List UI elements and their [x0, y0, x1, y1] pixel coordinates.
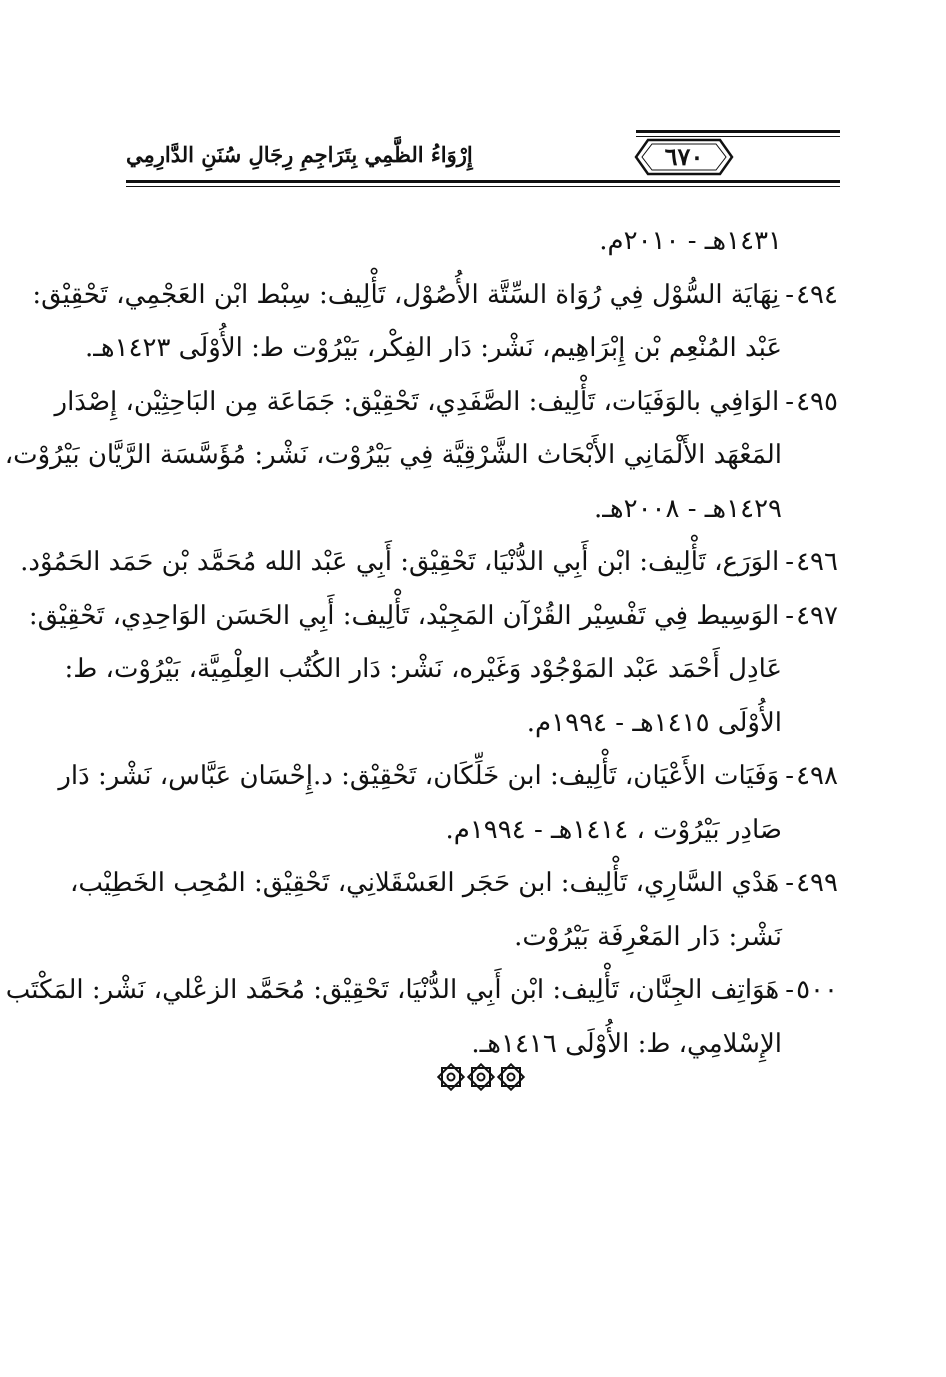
entry-text: الوَافِي بالوَفَيَات، تَأْلِيف: الصَّفَدِي، تَحْقِيْق: جَمَاعَة مِن البَاحِثِيْن، إِصْدَار — [54, 386, 780, 417]
entry-text: هَدْي السَّارِي، تَأْلِيف: ابن حَجَر العَسْقَلانِي، تَحْقِيْق: المُحِب الخَطِيْب، — [69, 868, 780, 898]
entry-continuation-line — [128, 911, 838, 965]
entry-text: الوَرَع، تَأْلِيف: ابْن أَبِي الدُّنْيَا، تَحْقِيْق: أَبِي عَبْد الله مُحَمَّد بْن حَمَد الحَمُوْد. — [20, 547, 780, 577]
entry-text: هَوَاتِف الجِنَّان، تَأْلِيف: ابْن أَبِي الدُّنْيَا، تَحْقِيْق: مُحَمَّد الزعْلي، نَشْر: المَكْتَب — [5, 975, 780, 1005]
entry-continuation-line — [4, 429, 838, 483]
entry-first-line — [28, 590, 838, 644]
entry-first-line — [69, 857, 838, 911]
entry-dash: - — [785, 547, 794, 577]
entry-dash: - — [785, 279, 794, 310]
entry-continuation-line — [64, 643, 838, 697]
entry-text: ١٤٢٩هـ - ٢٠٠٨هـ. — [594, 493, 782, 524]
page-header — [126, 124, 840, 188]
entry-text: عَبْد المُنْعِم بْن إِبْرَاهِيم، نَشْر: دَار الفِكْر، بَيْرُوْت ط: الأُوْلَى ١٤٢٣هـ. — [84, 333, 782, 363]
running-title — [126, 142, 626, 167]
page-number-badge — [634, 136, 734, 178]
entry-text: الإِسْلامِي، ط: الأُوْلَى ١٤١٦هـ. — [471, 1028, 782, 1059]
entry-text: صَادِر بَيْرُوْت ، ١٤١٤هـ - ١٩٩٤م. — [445, 814, 782, 845]
entry-dash: - — [785, 868, 794, 898]
entry-number: ٤٩٦ — [796, 547, 838, 577]
entry-first-line — [54, 376, 838, 430]
entry-dash: - — [785, 975, 794, 1005]
bibliography-list — [4, 215, 838, 1071]
star-ornament-icon — [436, 1063, 526, 1091]
running-title-text: إِرْوَاءُ الظَّمِي بِتَرَاجِمِ رِجَالِ سُنَنِ الدَّارِمِي — [126, 142, 473, 167]
entry-number: ٤٩٩ — [796, 868, 838, 898]
entry-first-line — [32, 269, 838, 323]
entry-number: ٤٩٥ — [796, 386, 838, 417]
entry-number: ٤٩٤ — [796, 279, 838, 310]
entry-dash: - — [785, 386, 794, 417]
continuation-line: ١٤٣١هـ - ٢٠١٠م. — [599, 226, 782, 256]
header-rule-bottom — [126, 180, 840, 183]
entry-text: وَفَيَات الأَعْيَان، تَأْلِيف: ابن خَلِّكَان، تَحْقِيْق: د.إِحْسَان عَبَّاس، نَشْر: دَار — [58, 761, 780, 791]
entry-continuation-line — [128, 804, 838, 858]
entry-text: الأُوْلَى ١٤١٥هـ - ١٩٩٤م. — [526, 707, 782, 738]
header-rule-top — [636, 130, 840, 133]
header-rule-bottom-thin — [126, 186, 840, 187]
entry-text: المَعْهَد الأَلْمَانِي الأَبْحَاث الشَّرْقِيَّة فِي بَيْرُوْت، نَشْر: مُؤَسَّسَة الرَّيَّان بَيْرُوْت، — [4, 440, 782, 470]
entry-continuation-line — [128, 697, 838, 751]
entry-text: عَادِل أَحْمَد عَبْد المَوْجُوْد وَغَيْره، نَشْر: دَار الكُتُب العِلْمِيَّة، بَيْرُوْت، ط: — [64, 654, 782, 684]
entry-dash: - — [785, 761, 794, 791]
entry-continuation-line — [128, 483, 838, 537]
entry-text: الوَسِيط فِي تَفْسِيْر القُرْآن المَجِيْد، تَأْلِيف: أَبِي الحَسَن الوَاحِدِي، تَحْقِيْق: — [28, 600, 780, 631]
entry-number: ٤٩٧ — [796, 600, 838, 631]
entry-first-line — [58, 750, 838, 804]
entry-first-line — [5, 964, 838, 1018]
entry-text: نِهَايَة السُّوْل فِي رُوَاة السِّتَّة الأُصُوْل، تَأْلِيف: سِبْط ابْن العَجْمِي، تَحْقِيْق: — [32, 279, 780, 310]
entry-text: نَشْر: دَار المَعْرِفَة بَيْرُوْت. — [514, 921, 782, 952]
entry-number: ٥٠٠ — [796, 975, 838, 1005]
entry-number: ٤٩٨ — [796, 761, 838, 791]
entry-dash: - — [785, 600, 794, 631]
page-number: ٦٧٠ — [664, 142, 704, 171]
entry-continuation-line — [84, 322, 838, 376]
entry-first-line — [20, 536, 838, 590]
